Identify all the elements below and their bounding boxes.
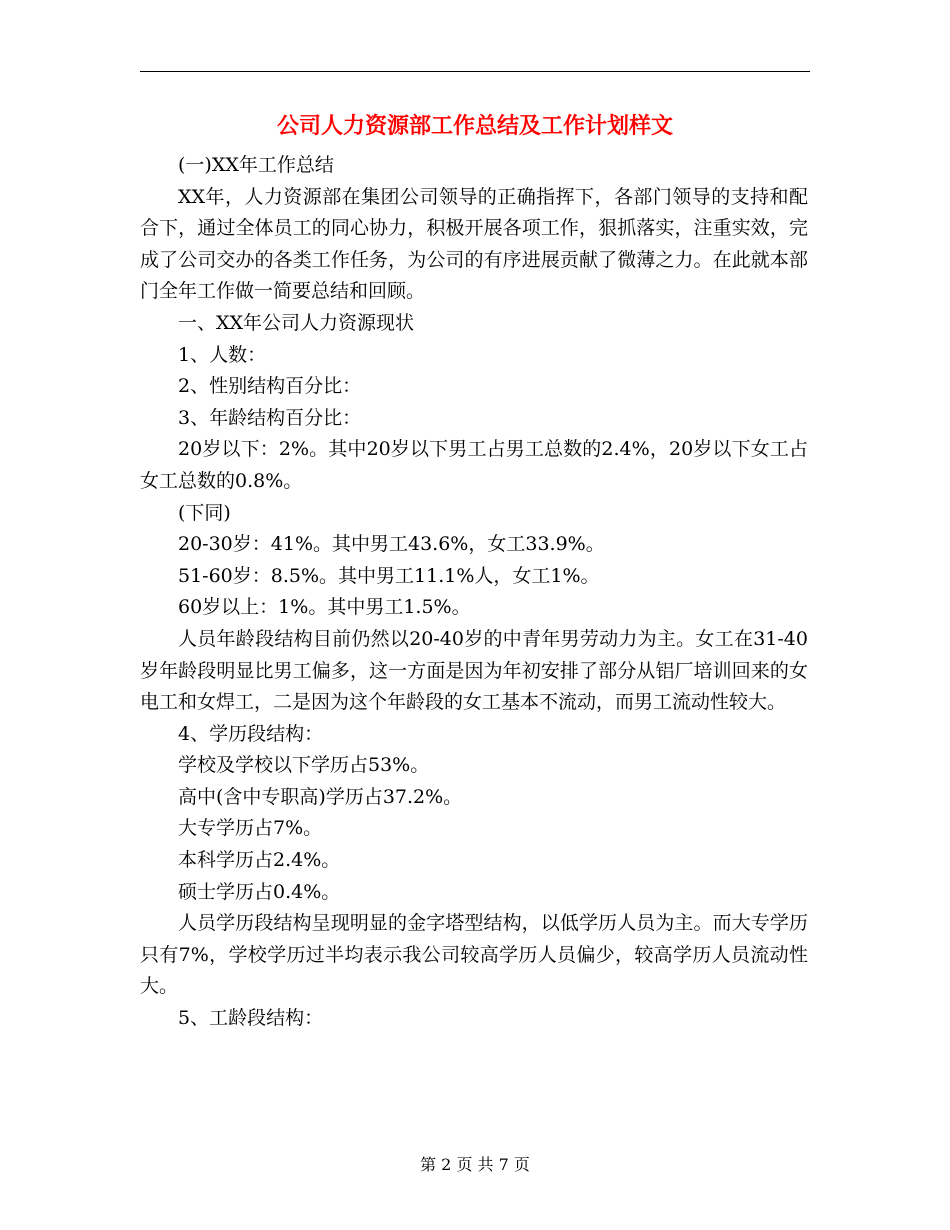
paragraph: 1、人数： [178,343,267,366]
paragraph: 20岁以下：2%。其中20岁以下男工占男工总数的2.4%，20岁以下女工占女工总数的0.8%。 [140,438,808,492]
paragraph: 一、XX年公司人力资源现状 [178,311,415,334]
paragraph: 51-60岁：8.5%。其中男工11.1%人，女工1%。 [178,564,600,587]
paragraph: 本科学历占2.4%。 [178,849,341,872]
paragraph: 5、工龄段结构： [178,1007,324,1030]
paragraph: 大专学历占7%。 [178,817,323,840]
paragraph: (下同) [178,501,231,524]
paragraph: 2、性别结构百分比： [178,375,362,398]
paragraph: 60岁以上：1%。其中男工1.5%。 [178,596,471,619]
paragraph: 4、学历段结构： [178,722,324,745]
paragraph: 3、年龄结构百分比： [178,406,362,429]
paragraph: XX年，人力资源部在集团公司领导的正确指挥下，各部门领导的支持和配合下，通过全体员工的同心协力，积极开展各项工作，狠抓落实，注重实效，完成了公司交办的各类工作任务，为公司的有序进展贡献了微薄之力。在此就本部门全年工作做一简要总结和回顾。 [140,185,808,303]
paragraph: 20-30岁：41%。其中男工43.6%，女工33.9%。 [178,533,605,556]
paragraph: (一)XX年工作总结 [178,154,334,176]
document-body [140,150,808,1035]
document-title: 公司人力资源部工作总结及工作计划样文 [276,113,673,139]
paragraph: 高中(含中专职高)学历占37.2%。 [178,785,463,808]
header-rule [140,71,810,72]
paragraph: 硕士学历占0.4%。 [178,880,341,903]
paragraph: 学校及学校以下学历占53%。 [178,754,430,777]
paragraph: 人员学历段结构呈现明显的金字塔型结构，以低学历人员为主。而大专学历只有7%，学校学历过半均表示我公司较高学历人员偏少，较高学历人员流动性大。 [140,912,808,998]
paragraph: 人员年龄段结构目前仍然以20-40岁的中青年男劳动力为主。女工在31-40岁年龄段明显比男工偏多，这一方面是因为年初安排了部分从铝厂培训回来的女电工和女焊工，二是因为这个年龄段的女工基本不流动，而男工流动性较大。 [140,627,808,714]
page-number: 第 2 页 共 7 页 [420,1155,530,1174]
